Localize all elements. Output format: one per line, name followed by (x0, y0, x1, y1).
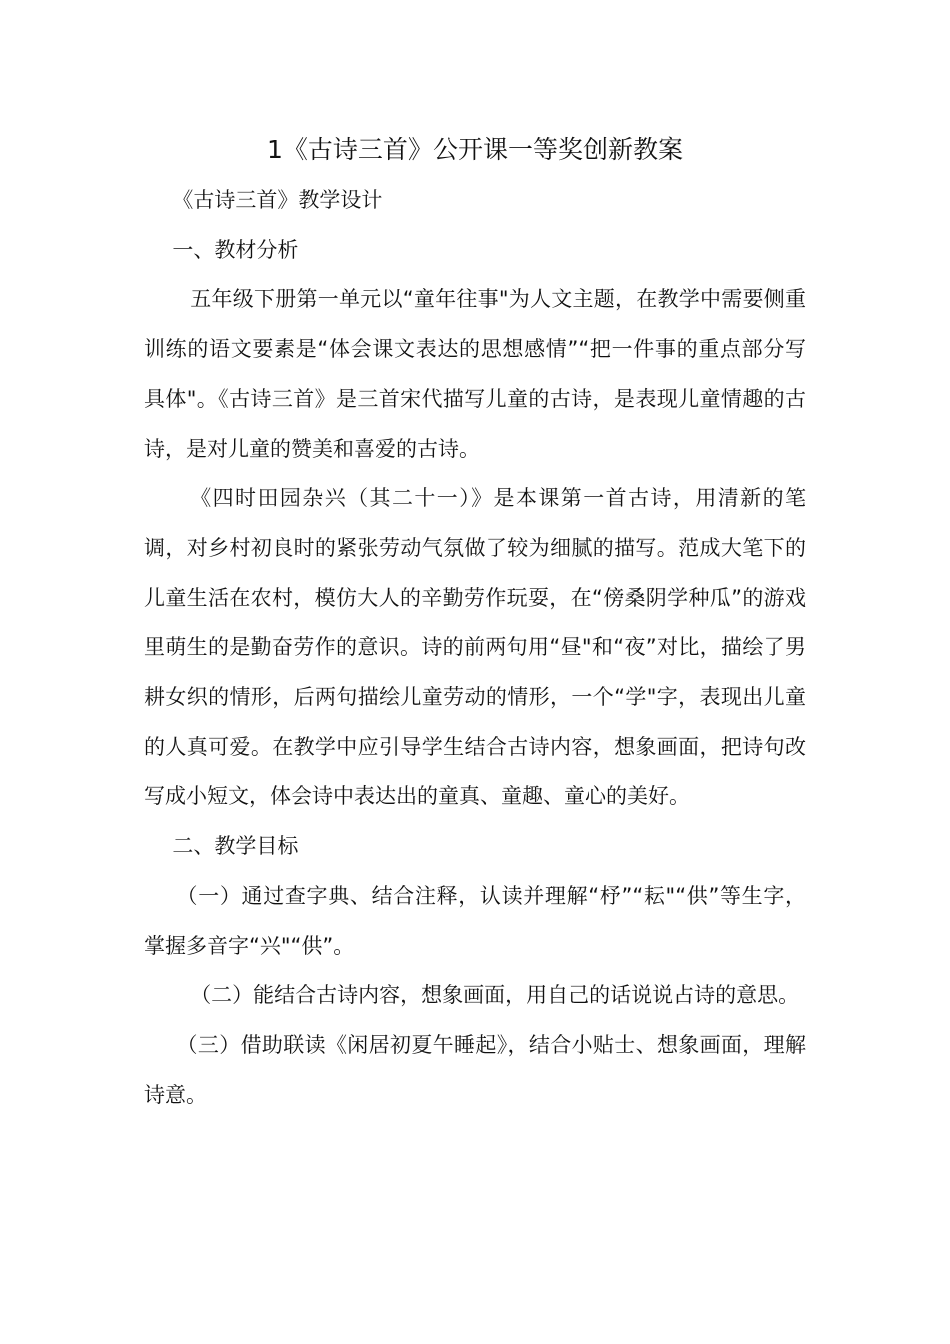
goal-item-2: （二）能结合古诗内容，想象画面，用自己的话说说占诗的意思。 (190, 983, 800, 1008)
goal-item-3: （三）借助联读《闲居初夏午睡起》，结合小贴士、想象画面，理解诗意。 (144, 1032, 806, 1107)
section-subtitle: 《古诗三首》教学设计 (172, 188, 383, 212)
paragraph-unit-overview: 五年级下册第一单元以“童年往事"为人文主题，在教学中需要侧重训练的语文要素是“体会课文表达的思想感情”“把一件事的重点部分写具体"。《古诗三首》是三首宋代描写儿童的古诗，是表现儿童情趣的古诗，是对儿童的赞美和喜爱的古诗。 (144, 287, 806, 461)
paragraph-first-poem: 《四时田园杂兴（其二十一）》是本课第一首古诗，用清新的笔调，对乡村初良时的紧张劳动气氛做了较为细腻的描写。范成大笔下的儿童生活在农村，模仿大人的辛勤劳作玩耍，在“傍桑阴学种瓜”的游戏里萌生的是勤奋劳作的意识。诗的前两句用“昼"和“夜”对比，描绘了男耕女织的情形，后两句描绘儿童劳动的情形，一个“学"字，表现出儿童的人真可爱。在教学中应引导学生结合古诗内容，想象画面，把诗句改写成小短文，体会诗中表达出的童真、童趣、童心的美好。 (144, 486, 806, 809)
section-heading-textbook-analysis: 一、教材分析 (172, 237, 299, 262)
document-body (144, 176, 806, 1120)
document-title: 1《古诗三首》公开课一等奖创新教案 (267, 135, 683, 164)
section-heading-teaching-goals: 二、教学目标 (172, 834, 299, 859)
goal-item-1: （一）通过查字典、结合注释，认读并理解“杼”“耘"“供”等生字，掌握多音字“兴"“供”。 (144, 883, 806, 958)
